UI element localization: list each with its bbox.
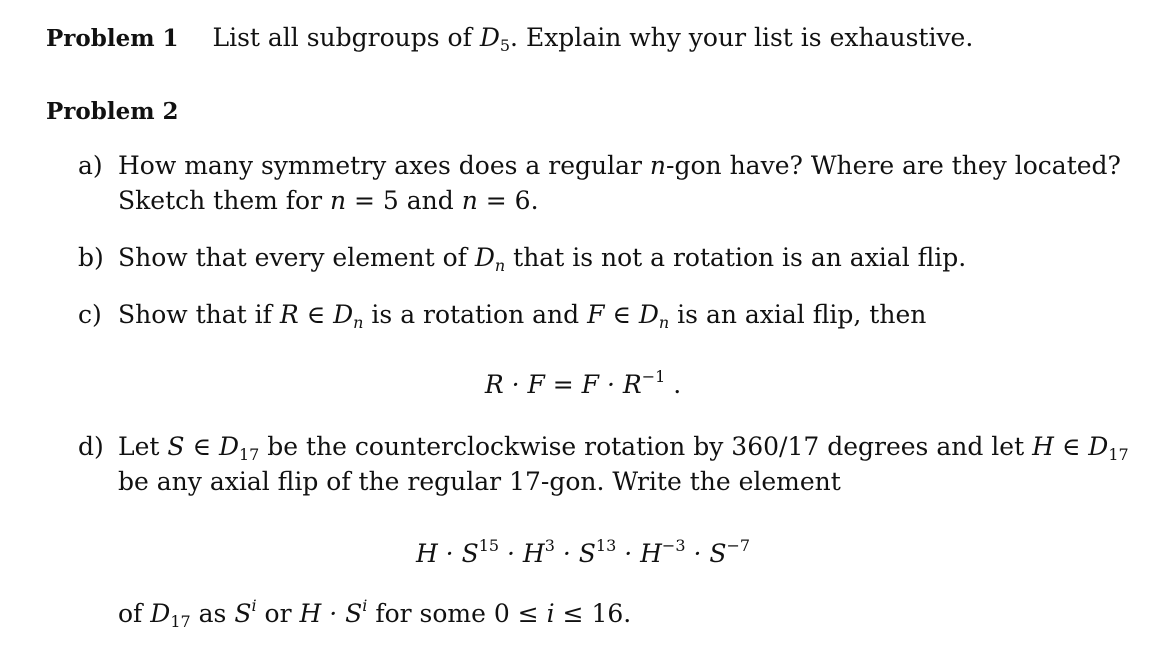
superscript: −7 bbox=[726, 536, 751, 555]
superscript: 3 bbox=[544, 536, 555, 555]
text: as bbox=[190, 599, 235, 628]
element-of: ∈ bbox=[604, 300, 639, 329]
problem-1-line bbox=[46, 22, 973, 62]
equation-rf bbox=[0, 361, 1166, 401]
equation-part: = 5 and bbox=[346, 186, 462, 215]
part-a-line-2 bbox=[118, 185, 539, 217]
part-d-label: d) bbox=[78, 432, 104, 461]
problem-2-heading: Problem 2 bbox=[46, 98, 179, 125]
part-d-line-2-text: be any axial flip of the regular 17-gon. Write the element bbox=[118, 467, 841, 496]
expr-term: · H bbox=[616, 539, 662, 568]
part-c-line bbox=[78, 299, 926, 339]
dihedral-group: D bbox=[1088, 432, 1109, 461]
dihedral-group: D bbox=[474, 243, 495, 272]
part-c-text-mid: is a rotation and bbox=[363, 300, 588, 329]
dihedral-group: D bbox=[218, 432, 239, 461]
part-a-text: How many symmetry axes does a regular bbox=[118, 151, 650, 180]
subscript: n bbox=[353, 313, 364, 332]
variable-f: F bbox=[587, 300, 605, 329]
problem-1-heading: Problem 1 bbox=[46, 25, 179, 52]
dihedral-group: D bbox=[638, 300, 659, 329]
part-d-line-2 bbox=[118, 466, 841, 498]
part-d-last-line bbox=[118, 590, 631, 638]
part-b-line bbox=[78, 242, 966, 282]
superscript: i bbox=[251, 596, 257, 615]
variable-s: S bbox=[167, 432, 185, 461]
part-d-text: Let bbox=[118, 432, 168, 461]
part-a-line-2-text: Sketch them for bbox=[118, 186, 330, 215]
element-of: ∈ bbox=[1053, 432, 1089, 461]
text: for some 0 ≤ bbox=[367, 599, 547, 628]
element-of: ∈ bbox=[298, 300, 334, 329]
part-d-line-1 bbox=[78, 431, 1129, 471]
variable-n: n bbox=[329, 186, 347, 215]
part-d-text-mid: be the counterclockwise rotation by 360/17 degrees and let bbox=[259, 432, 1033, 461]
subscript: 17 bbox=[170, 612, 191, 631]
subscript: n bbox=[658, 313, 670, 332]
part-b-text-end: that is not a rotation is an axial flip. bbox=[505, 243, 967, 272]
expr-term: · S bbox=[554, 539, 596, 568]
equation-text: R · F = F · R bbox=[484, 370, 642, 399]
variable-n: n bbox=[461, 186, 478, 215]
superscript: 13 bbox=[595, 536, 617, 555]
variable-n: n bbox=[649, 151, 667, 180]
variable-s: S bbox=[234, 599, 252, 628]
equation-part: = 6. bbox=[477, 186, 539, 215]
part-b-text: Show that every element of bbox=[118, 243, 475, 272]
text: or bbox=[256, 599, 300, 628]
problem-1-text: List all subgroups of bbox=[212, 23, 480, 52]
part-c-label: c) bbox=[78, 300, 102, 329]
part-a-label: a) bbox=[78, 151, 103, 180]
subscript: 17 bbox=[1108, 445, 1129, 464]
dihedral-group: D bbox=[150, 599, 171, 628]
part-c-text: Show that if bbox=[118, 300, 280, 329]
expression-h-s bbox=[0, 530, 1166, 570]
text: ≤ 16. bbox=[554, 599, 632, 628]
variable-hs: H · S bbox=[299, 599, 363, 628]
part-b-label: b) bbox=[78, 243, 104, 272]
subscript: 17 bbox=[238, 445, 260, 464]
superscript: −1 bbox=[641, 367, 666, 386]
subscript: n bbox=[494, 256, 506, 275]
superscript: −3 bbox=[661, 536, 686, 555]
expr-term: · H bbox=[499, 539, 545, 568]
variable-i: i bbox=[546, 599, 555, 628]
variable-h: H bbox=[1032, 432, 1054, 461]
text: of bbox=[118, 599, 151, 628]
part-a-text-end: -gon have? Where are they located? bbox=[666, 151, 1121, 180]
dihedral-group: D bbox=[479, 23, 500, 52]
equation-end: . bbox=[665, 370, 682, 399]
part-a-line-1 bbox=[78, 150, 1121, 182]
dihedral-group: D bbox=[333, 300, 354, 329]
subscript: 5 bbox=[499, 36, 511, 55]
superscript: i bbox=[362, 596, 368, 615]
variable-r: R bbox=[279, 300, 299, 329]
part-c-text-end: is an axial flip, then bbox=[669, 300, 927, 329]
superscript: 15 bbox=[478, 536, 500, 555]
expr-term: · S bbox=[685, 539, 727, 568]
expr-term: H · S bbox=[415, 539, 479, 568]
problem-1-text-end: . Explain why your list is exhaustive. bbox=[510, 23, 974, 52]
element-of: ∈ bbox=[184, 432, 219, 461]
